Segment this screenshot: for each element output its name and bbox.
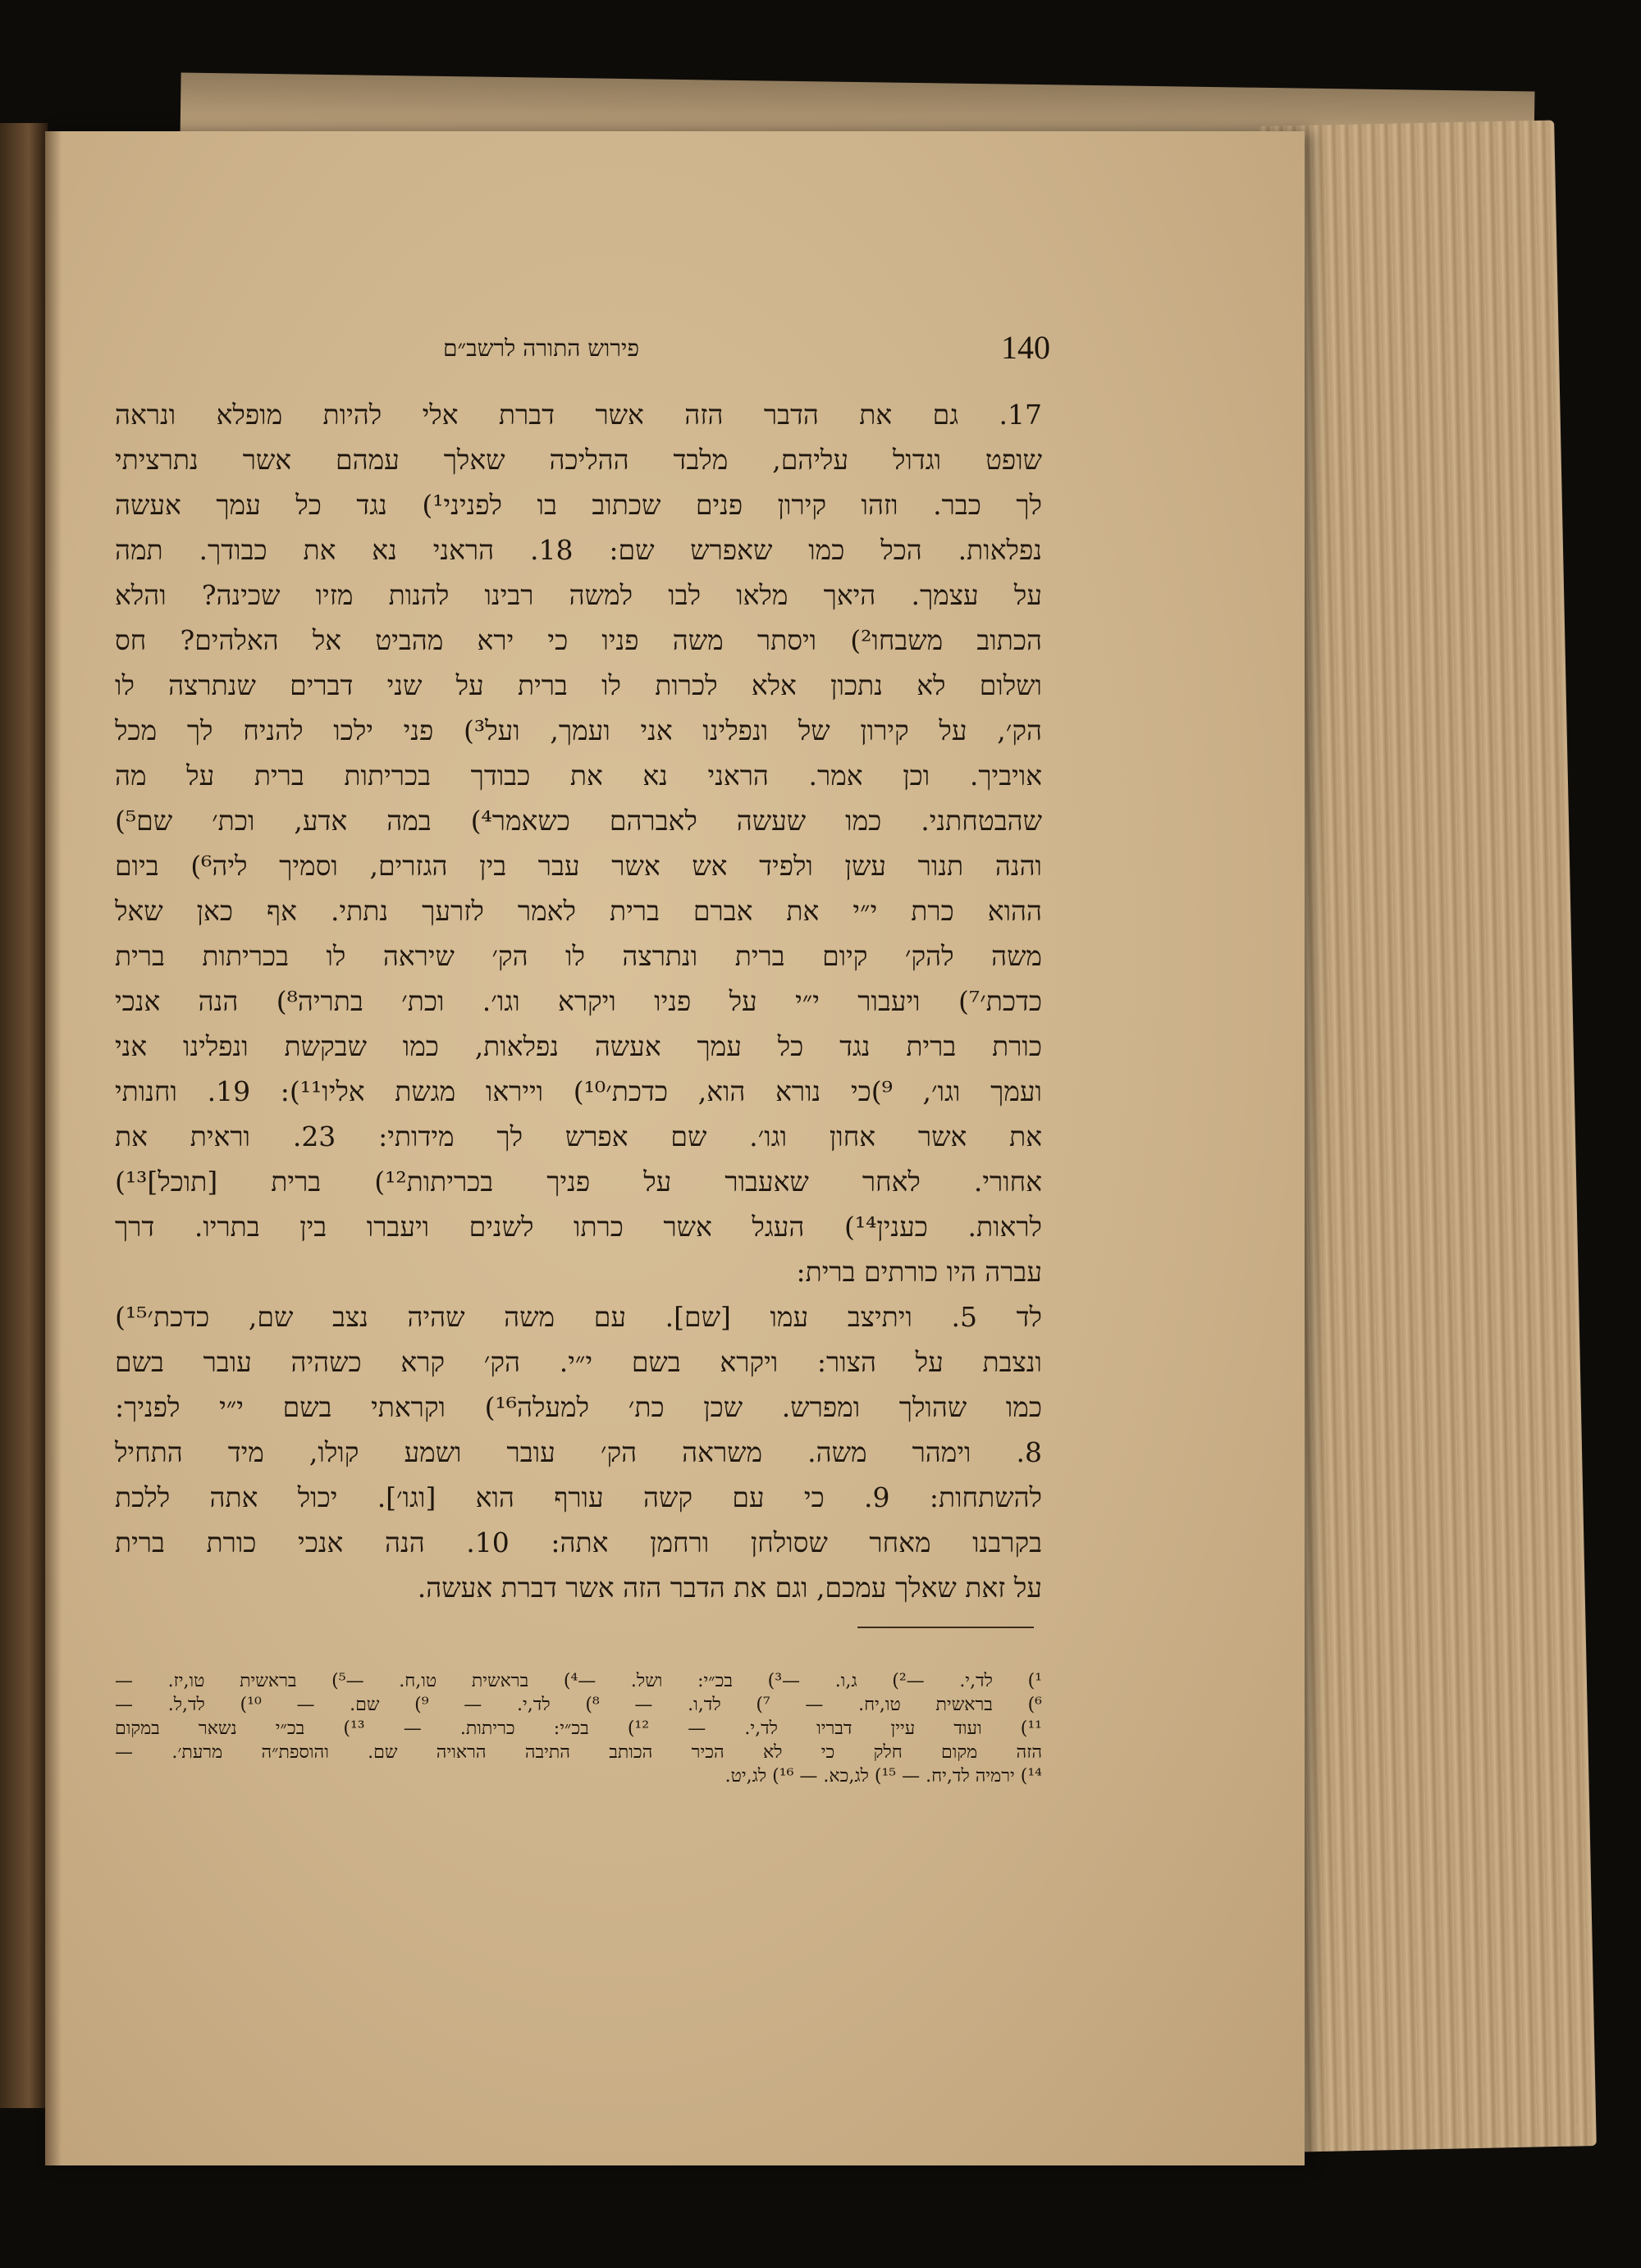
footnote-line: ¹) לד,י. —²) ג,ו. —³) בכ״י: ושל. —⁴) בראשית טו,ח. —⁵) בראשית טו,יז. —	[115, 1671, 1042, 1691]
text-line: אחורי. לאחר שאעבור על פניך בכריתות¹²) ברית [תוכל]¹³)	[115, 1166, 1042, 1198]
text-line: שהבטחתני. כמו שעשה לאברהם כשאמר⁴) במה אדע, וכת׳ שם⁵)	[115, 805, 1042, 837]
text-line: להשתחות: 9. כי עם קשה עורף הוא [וגו׳]. יכול אתה ללכת	[115, 1481, 1042, 1513]
text-line: לך כבר. וזהו קירון פנים שכתוב בו לפניני¹) נגד כל עמך אעשה	[115, 489, 1042, 521]
body-text	[115, 392, 1042, 1610]
footnote-line: ¹⁴) ירמיה לד,יח. — ¹⁵) לג,כא. — ¹⁶) לג,יט.	[725, 1766, 1042, 1787]
footnote-line: הזה מקום חלק כי לא הכיר הכותב התיבה הראויה שם. והוספת״ה מרעת׳. —	[115, 1742, 1042, 1763]
page-header	[443, 328, 1050, 377]
footnote-line: ¹¹) ועוד עיין דבריו לד,י. — ¹²) בכ״י: כריתות. — ¹³) בכ״י נשאר במקום	[115, 1718, 1042, 1739]
footnotes	[115, 1669, 1042, 1788]
footnote-line: ⁶) בראשית טו,יח. — ⁷) לד,ו. — ⁸) לד,י. — ⁹) שם. — ¹⁰) לד,ל. —	[115, 1695, 1042, 1715]
page-number: 140	[1001, 329, 1050, 366]
text-line: את אשר אחון וגו׳. שם אפרש לך מידותי: 23. וראית את	[115, 1120, 1042, 1152]
text-line: הכתוב משבחו²) ויסתר משה פניו כי ירא מהביט אל האלהים? חס	[115, 624, 1042, 656]
text-line: כמו שהולך ומפרש. שכן כת׳ למעלה¹⁶) וקראתי בשם י״י לפניך:	[115, 1391, 1042, 1423]
text-line: בקרבנו מאחר שסולחן ורחמן אתה: 10. הנה אנכי כורת ברית	[115, 1526, 1042, 1558]
text-line: שופט וגדול עליהם, מלבד ההליכה שאלך עמהם אשר נתרציתי	[115, 444, 1042, 476]
text-line: אויביך. וכן אמר. הראני נא את כבודך בכריתות ברית על מה	[115, 760, 1042, 792]
running-head: פירוש התורה לרשב״ם	[443, 335, 640, 362]
text-line: לראות. כענין¹⁴) העגל אשר כרתו לשנים ויעברו בין בתריו. דרך	[115, 1211, 1042, 1243]
text-line: כורת ברית נגד כל עמך אעשה נפלאות, כמו שבקשת ונפלינו אני	[115, 1030, 1042, 1062]
text-line: על זאת שאלך עמכם, וגם את הדבר הזה אשר דברת אעשה.	[417, 1572, 1042, 1604]
text-line: ועמך וגו׳, ⁹)כי נורא הוא, כדכת׳¹⁰) וייראו מגשת אליו¹¹): 19. וחנותי	[115, 1075, 1042, 1107]
text-line: כדכת׳⁷) ויעבור י״י על פניו ויקרא וגו׳. וכת׳ בתריה⁸) הנה אנכי	[115, 985, 1042, 1017]
text-line: והנה תנור עשן ולפיד אש אשר עבר בין הגזרים, וסמיך ליה⁶) ביום	[115, 850, 1042, 882]
text-line: ונצבת על הצור: ויקרא בשם י״י. הק׳ קרא כשהיה עובר בשם	[115, 1346, 1042, 1378]
text-line: 17. גם את הדבר הזה אשר דברת אלי להיות מופלא ונראה	[115, 399, 1042, 431]
footnote-rule	[857, 1627, 1034, 1628]
text-line: ההוא כרת י״י את אברם ברית לאמר לזרעך נתתי. אף כאן שאל	[115, 895, 1042, 927]
text-line: נפלאות. הכל כמו שאפרש שם: 18. הראני נא את כבודך. תמה	[115, 534, 1042, 566]
page-stack-edge	[1259, 121, 1597, 2152]
text-line: 8. וימהר משה. משראה הק׳ עובר ושמע קולו, מיד התחיל	[115, 1436, 1042, 1468]
text-line: הק׳, על קירון של ונפלינו אני ועמך, ועל³) פני ילכו להניח לך מכל	[115, 714, 1042, 746]
text-line: לד 5. ויתיצב עמו [שם]. עם משה שהיה נצב שם, כדכת׳¹⁵)	[115, 1301, 1042, 1333]
binding-edge	[0, 123, 48, 2108]
page-gutter	[45, 131, 62, 2165]
text-line: משה להק׳ קיום ברית ונתרצה לו הק׳ שיראה לו בכריתות ברית	[115, 940, 1042, 972]
text-line: עברה היו כורתים ברית:	[796, 1256, 1042, 1288]
text-line: ושלום לא נתכון אלא לכרות לו ברית על שני דברים שנתרצה לו	[115, 669, 1042, 701]
text-line: על עצמך. היאך מלאו לבו למשה רבינו להנות מזיו שכינה? והלא	[115, 579, 1042, 611]
